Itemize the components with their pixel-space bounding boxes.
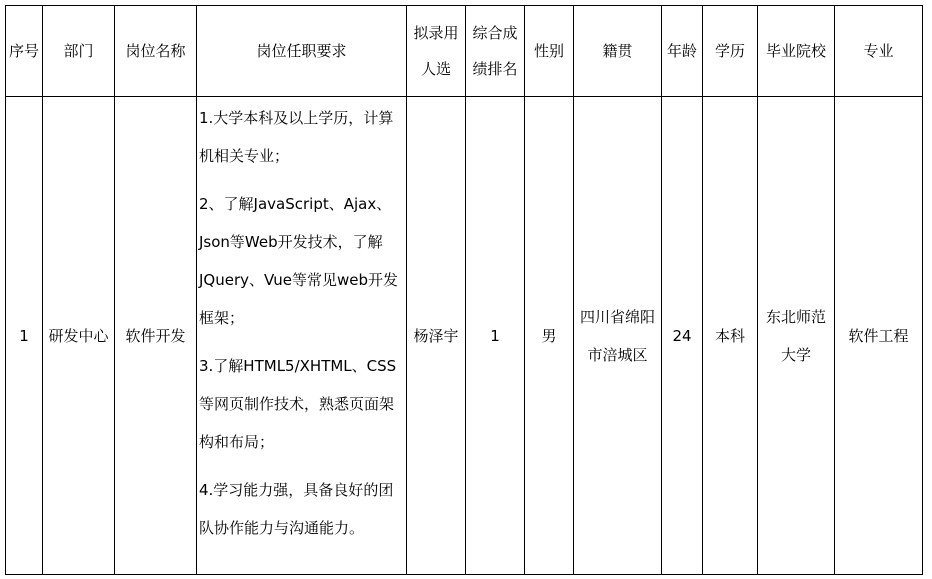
requirement-1: 1.大学本科及以上学历，计算机相关专业； [199, 109, 394, 165]
header-major: 专业 [835, 6, 923, 97]
header-row [6, 6, 923, 97]
table-row [6, 97, 923, 575]
header-department: 部门 [43, 6, 115, 97]
cell-age: 24 [662, 97, 703, 575]
header-education: 学历 [703, 6, 758, 97]
cell-gender: 男 [525, 97, 574, 575]
header-index: 序号 [6, 6, 43, 97]
cell-position: 软件开发 [115, 97, 197, 575]
requirement-3: 3.了解HTML5/XHTML、CSS等网页制作技术，熟悉页面架构和布局； [199, 357, 397, 451]
cell-major: 软件工程 [835, 97, 923, 575]
cell-department: 研发中心 [43, 97, 115, 575]
cell-requirements [197, 97, 407, 575]
header-age: 年龄 [662, 6, 703, 97]
header-requirements: 岗位任职要求 [197, 6, 407, 97]
requirement-2: 2、了解JavaScript、Ajax、Json等Web开发技术，了解JQuery、Vue等常见web开发框架； [199, 195, 399, 327]
cell-ranking: 1 [466, 97, 525, 575]
cell-education: 本科 [703, 97, 758, 575]
cell-hometown: 四川省绵阳市涪城区 [574, 97, 662, 575]
header-position: 岗位名称 [115, 6, 197, 97]
header-gender: 性别 [525, 6, 574, 97]
header-ranking: 综合成 绩排名 [466, 6, 525, 97]
header-school: 毕业院校 [758, 6, 835, 97]
cell-school: 东北师范大学 [758, 97, 835, 575]
header-hometown: 籍贯 [574, 6, 662, 97]
requirement-4: 4.学习能力强，具备良好的团队协作能力与沟通能力。 [199, 481, 394, 537]
header-candidate: 拟录用 人选 [407, 6, 466, 97]
recruitment-table [5, 5, 923, 575]
cell-index: 1 [6, 97, 43, 575]
cell-candidate: 杨泽宇 [407, 97, 466, 575]
